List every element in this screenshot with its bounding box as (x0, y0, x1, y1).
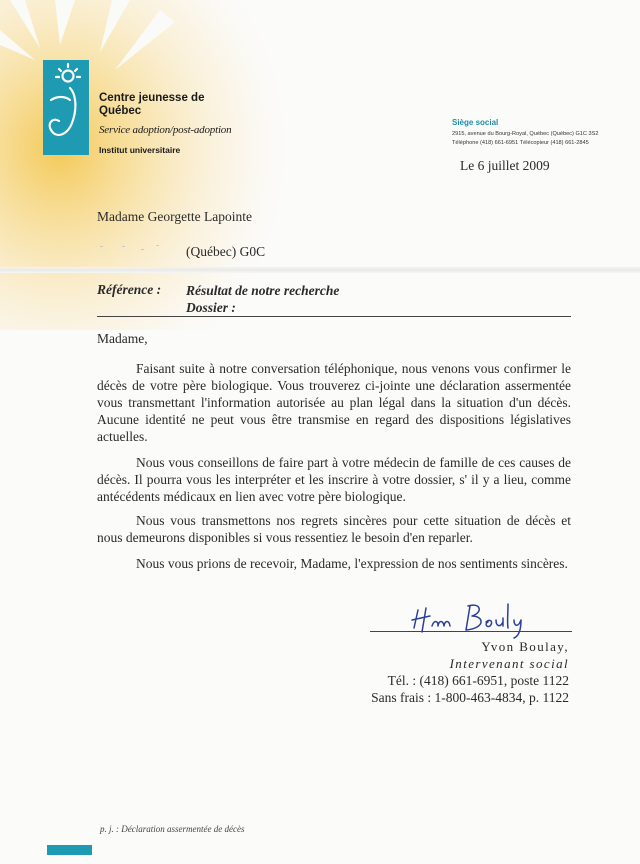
organization-service: Service adoption/post-adoption (99, 124, 232, 136)
recipient-city: (Québec) G0C (186, 244, 266, 259)
reference-divider (97, 316, 571, 317)
redacted-address-marks (100, 240, 162, 256)
body-paragraph: Nous vous prions de recevoir, Madame, l'expression de nos sentiments sincères. (136, 556, 568, 571)
organization-institute: Institut universitaire (99, 145, 181, 155)
salutation: Madame, (97, 331, 148, 346)
signer-toll-free: Sans frais : 1-800-463-4834, p. 1122 (371, 690, 569, 705)
reference-subject: Résultat de notre recherche (186, 283, 340, 298)
sun-decoration (0, 0, 300, 330)
signer-title: Intervenant social (449, 656, 569, 671)
head-office (452, 118, 598, 148)
body-paragraph: Nous vous transmettons nos regrets sincères pour cette situation de décès et nous demeurons disponibles si vous ressentiez le besoin d'en reparler. (97, 513, 571, 545)
signer-name: Yvon Boulay, (481, 639, 569, 654)
organization-logo-icon (43, 60, 89, 155)
reference-label: Référence : (97, 282, 162, 297)
handwritten-signature (408, 598, 538, 640)
organization-name: Centre jeunesse de Québec (99, 92, 205, 117)
letter-date: Le 6 juillet 2009 (460, 158, 550, 173)
footer-accent-bar (47, 845, 92, 855)
reference-file: Dossier : (186, 300, 236, 315)
signature-line (370, 631, 572, 632)
head-office-phones: Téléphone (418) 661-6951 Télécopieur (418) 661-2845 (452, 140, 589, 146)
recipient-name: Madame Georgette Lapointe (97, 209, 252, 224)
enclosure-note: p. j. : Déclaration assermentée de décès (100, 824, 245, 834)
head-office-title: Siège social (452, 118, 499, 127)
reference-block (186, 282, 339, 316)
signer-phone: Tél. : (418) 661-6951, poste 1122 (387, 673, 569, 688)
paper-fold (0, 267, 640, 273)
head-office-address: 2915, avenue du Bourg-Royal, Québec (Québec) G1C 3S2 (452, 131, 599, 137)
body-paragraph: Nous vous conseillons de faire part à votre médecin de famille de ces causes de décès. Il pourra vous les interpréter et les inscrire à votre dossier, s' il y a lieu, comme antécédents médicaux en lien avec votre père biologique. (97, 455, 571, 504)
body-paragraph: Faisant suite à notre conversation téléphonique, nous venons vous confirmer le décès de votre père biologique. Vous trouverez ci-jointe une déclaration assermentée vous transmettant l'information autorisée au plan légal dans la situation d'un décès. Aucune identité ne peut vous être transmise en regard des dispositions législatives actuelles. (97, 361, 571, 444)
